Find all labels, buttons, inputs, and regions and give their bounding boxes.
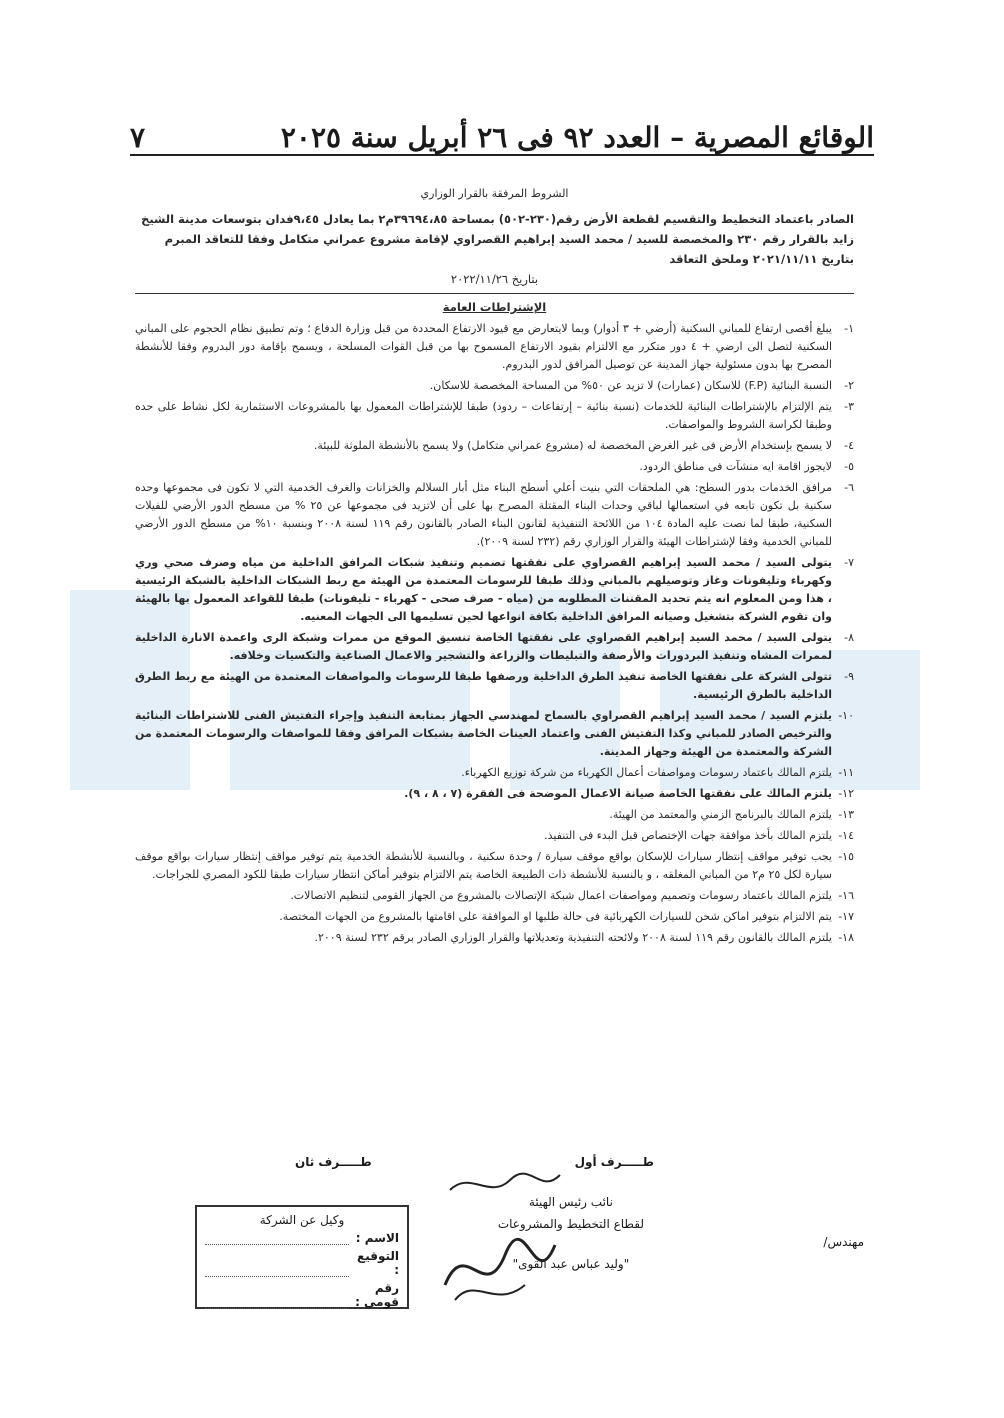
condition-number: ٧- (844, 556, 854, 569)
section-title: الإشتراطات العامة (442, 300, 547, 314)
gazette-title: الوقائع المصرية – العدد ٩٢ فى ٢٦ أبريل سنة ٢٠٢٥ (280, 121, 874, 154)
condition-number: ١٧- (838, 910, 854, 923)
condition-item (135, 707, 854, 761)
stamp-sign-line (205, 1249, 349, 1277)
condition-item (135, 629, 854, 665)
stamp-name-line (205, 1231, 349, 1245)
condition-item (135, 668, 854, 704)
page-header (130, 108, 874, 156)
condition-text: مرافق الخدمات بدور السطح: هي الملحقات التي بنيت أعلي أسطح البناء مثل أبار السلالم والخزانات والغرف الخدمية التي لا تكون فى مجموعها وحده سكنية بل تكون تابعه في استعمالها لباقي وحدات البناء المقتلة المصرح بها على أن لاتزيد فى مجموعها عن ٢٥ % من مسطح الدور الأرضي للفيلات السكنية، طبقا لما نصت عليه المادة ١٠٤ من اللائحة التنفيذية لقانون البناء الصادر بالقانون رقم ١١٩ لسنة ٢٠٠٨ وبنسبة ١٠% من مسطح الدور الأرضي للمباني الخدمية وفقا لإشتراطات الهيئة والقرار الوزاري رقم (٢٣٢ لسنة ٢٠٠٩). (135, 481, 832, 548)
condition-number: ٢- (844, 379, 854, 392)
condition-text: يلتزم المالك بأخذ موافقة جهات الإختصاص قبل البدء فى التنفيذ. (544, 829, 832, 842)
condition-item (135, 479, 854, 551)
condition-item (135, 929, 854, 947)
document-title: الشروط المرفقة بالقرار الوزاري (420, 187, 569, 200)
conditions-document (135, 185, 854, 950)
condition-text: يتولى السيد / محمد السيد إبراهيم القصراوي على نفقتها الخاصة تنسيق الموقع من ممرات وشبكة الرى واعمدة الانارة الداخلية لممرات المشاه وتنفيذ البردورات والأرصفة والتبليطات والزراعة والتشجير والاعمال الصناعية والتكسيات وخلافه. (135, 631, 832, 662)
condition-text: يلتزم المالك على نفقتها الخاصة صيانة الاعمال الموضحة فى الفقرة (٧ ، ٨ ، ٩). (404, 787, 832, 800)
intro-text: الصادر باعتماد التخطيط والتقسيم لقطعة الأرض رقم(٢٣٠-٥٠٢) بمساحة ٣٩٦٩٤،٨٥م٢ بما يعادل ٩،٤٥فدان بتوسعات مدينة الشيخ زايد بالقرار رقم ٢٣٠ والمخصصة للسيد / محمد السيد إبراهيم القصراوي لإقامة مشروع عمراني متكامل وفقا للتعاقد المبرم بتاريخ ٢٠٢١/١١/١١ وملحق التعاقد (141, 212, 854, 266)
condition-item (135, 377, 854, 395)
conditions-list (135, 320, 854, 947)
condition-number: ١٨- (838, 931, 854, 944)
condition-text: يتم الالتزام بتوفير اماكن شحن للسيارات الكهربائية فى حالة طلبها او الموافقة على اقامتها بالمشروع من الجهات المختصة. (279, 910, 832, 923)
condition-text: يلتزم السيد / محمد السيد إبراهيم القصراوي بالسماح لمهندسي الجهاز بمتابعة التنفيذ وإجراء التفتيش الفنى للاشتراطات البنائية والترخيص الصادر للمباني وكذا التفتيش الفنى واعتماد العينات الخاصة بشبكات المرافق وفقا للمواصفات والرسومات المعتمدة من الشركة والمعتمدة من الهيئة وجهاز المدينة. (135, 709, 832, 758)
condition-number: ٥- (844, 460, 854, 473)
condition-number: ١٢- (838, 787, 854, 800)
engineer-label: مهندس/ (823, 1235, 864, 1249)
stamp-id-row (205, 1281, 399, 1309)
condition-item (135, 848, 854, 884)
condition-number: ٦- (844, 481, 854, 494)
condition-number: ١١- (838, 766, 854, 779)
stamp-id-line (205, 1281, 349, 1309)
condition-text: تتولى الشركة على نفقتها الخاصة تنفيذ الطرق الداخلية ورصفها طبقا للرسومات والمواصفات المعتمدة من الهيئة مع ربط الطرق الداخلية بالطرق الرئيسية. (135, 670, 832, 701)
signature-block (135, 1155, 864, 1325)
document-intro (135, 209, 854, 294)
condition-number: ١٦- (838, 889, 854, 902)
condition-number: ٨- (844, 631, 854, 644)
stamp-sign-label: التوقيع : (357, 1249, 399, 1277)
handwritten-signature (435, 1215, 565, 1315)
condition-item (135, 908, 854, 926)
condition-number: ٣- (844, 400, 854, 413)
condition-number: ١٠- (838, 709, 854, 722)
company-stamp (195, 1205, 409, 1309)
condition-item (135, 887, 854, 905)
condition-text: النسبة البنائية (F.P) للاسكان (عمارات) لا تزيد عن ٥٠% من المساحة المخصصة للاسكان. (429, 379, 832, 392)
condition-text: يلتزم المالك بالقانون رقم ١١٩ لسنة ٢٠٠٨ ولائحته التنفيذية وتعديلاتها والقرار الوزاري الصادر برقم ٢٣٢ لسنة ٢٠٠٩. (314, 931, 832, 944)
condition-text: يلتزم المالك بالبرنامج الزمني والمعتمد من الهيئة. (609, 808, 832, 821)
condition-number: ١٤- (838, 829, 854, 842)
condition-text: يبلغ أقصى ارتفاع للمباني السكنية (أرضي + ٣ أدوار) وبما لايتعارض مع قيود الارتفاع المحددة من قبل وزارة الدفاع ؛ وتم تطبيق نظام الحجوم على المباني السكنية لتصل الى ارضي + ٤ دور متكرر مع الالتزام بقيود الارتفاع المسموح بها من قبل القوات المسلحة ، ويسمح بإقامة دور البدروم وفقا للأنشطة المصرح بها بدون مسئولية جهاز المدينة عن توصيل المرافق لدور البدروم. (135, 322, 832, 371)
condition-text: لايجوز اقامة ايه منشآت فى مناطق الردود. (639, 460, 832, 473)
condition-item (135, 827, 854, 845)
condition-item (135, 437, 854, 455)
first-party-label: طـــــرف أول (574, 1155, 654, 1169)
second-party-label: طـــــرف ثان (295, 1155, 372, 1169)
intro-date: بتاريخ ٢٠٢٢/١١/٢٦ (450, 272, 539, 286)
condition-text: لا يسمح بإستخدام الأرض فى غير الغرض المخصصة له (مشروع عمراني متكامل) ولا يسمح بالأنشطة الملوثة للبيئة. (313, 439, 832, 452)
condition-item (135, 785, 854, 803)
condition-number: ١٣- (838, 808, 854, 821)
condition-text: يلتزم المالك باعتماد رسومات ومواصفات أعمال الكهرباء من شركة توزيع الكهرباء. (461, 766, 832, 779)
condition-item (135, 458, 854, 476)
page-number: ٧ (130, 121, 146, 154)
condition-number: ٤- (844, 439, 854, 452)
official-dept: لقطاع التخطيط والمشروعات (497, 1217, 644, 1231)
handwritten-signature-2 (445, 1165, 565, 1205)
condition-text: يتم الإلتزام بالإشتراطات البنائية للخدمات (نسبة بنائية – إرتفاعات – ردود) طبقا للإشتراطات المعمول بها بالمشروعات الاستثمارية لكل نشاط على حده وطبقا لكراسة الشروط والمواصفات. (135, 400, 832, 431)
condition-number: ١٥- (838, 850, 854, 863)
stamp-title: وكيل عن الشركة (259, 1213, 345, 1227)
condition-item (135, 806, 854, 824)
stamp-name-row (205, 1231, 399, 1245)
condition-item (135, 398, 854, 434)
official-name: "وليد عباس عبد القوى" (512, 1257, 630, 1271)
stamp-id-label: رقم قومي : (355, 1281, 399, 1309)
condition-number: ١- (844, 322, 854, 335)
condition-text: يتولى السيد / محمد السيد إبراهيم القصراوي على نفقتها تصميم وتنفيذ شبكات المرافق الداخلية من مياه وصرف صحي وري وكهرباء وتليفونات وغاز وتوصيلهم بالمباني وذلك طبقا للرسومات المعتمدة من الهيئة مع ربط الشبكات الداخلية بالشبكة الرئيسية ، هذا ومن المعلوم انه يتم تحديد المقننات المطلوبه من (مياه - صرف صحى - كهرباء - تليفونات) طبقا للقواعد المعمول بها بالهيئة وان تقوم الشركة بتشغيل وصيانه المرافق الداخلية بكافة انواعها لحين تسليمها الى الجهات المعنيه. (135, 556, 832, 623)
condition-text: يجب توفير مواقف إنتظار سيارات للإسكان بواقع موقف سيارة / وحدة سكنية ، وبالنسبة للأنشطة الخدمية يتم توفير مواقف إنتظار سيارات بواقع موقف سيارة لكل ٢٥ م٢ من المباني المغلقه ، و بالنسبة للأنشطة ذات الطبيعة الخاصة يتم الالتزام بتوفير أماكن انتظار سيارات طبقا للكود المصري للجراجات. (135, 850, 832, 881)
condition-item (135, 764, 854, 782)
condition-text: يلتزم المالك باعتماد رسومات وتصميم ومواصفات اعمال شبكة الإتصالات بالمشروع من الجهاز القومى لتنظيم الاتصالات. (290, 889, 832, 902)
condition-item (135, 554, 854, 626)
condition-item (135, 320, 854, 374)
stamp-name-label: الاسم : (355, 1231, 399, 1245)
condition-number: ٩- (844, 670, 854, 683)
official-title: نائب رئيس الهيئة (528, 1195, 613, 1209)
stamp-sign-row (205, 1249, 399, 1277)
